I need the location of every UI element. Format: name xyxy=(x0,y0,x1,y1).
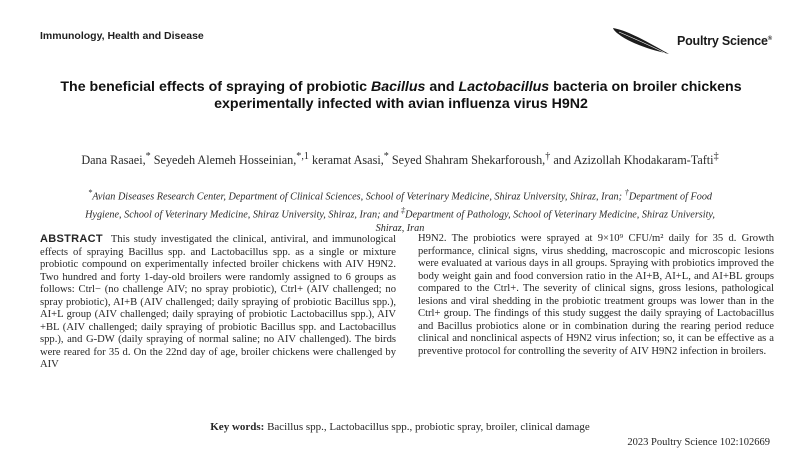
journal-name: Poultry Science® xyxy=(676,34,772,48)
author-name: keramat Asasi, xyxy=(312,153,384,168)
abstract-label: ABSTRACT xyxy=(40,233,103,245)
author-list: Dana Rasaei,* Seyedeh Alemeh Hosseinian,$^{*,1}$ keramat Asasi,* Seyed Shahram Shekarforoush,† and Azizollah Khodakaram-Tafti‡ xyxy=(81,151,719,168)
author-name: Seyedeh Alemeh Hosseinian, xyxy=(153,153,297,168)
abstract-right-column xyxy=(418,233,774,358)
keywords-label: Key words: xyxy=(210,421,265,433)
feather-icon xyxy=(611,24,673,58)
affiliations: *Avian Diseases Research Center, Department of Clinical Sciences, School of Veterinary Medicine, Shiraz University, Shiraz, Iran; †Department of Food Hygiene, School of Veterinary Medicine, Shiraz University, Shiraz, Iran; and ‡Department of Pathology, School of Veterinary Medicine, Shiraz University, Shiraz, Iran xyxy=(85,187,715,234)
keywords xyxy=(40,421,760,433)
abstract-text-left: This study investigated the clinical, antiviral, and immunological effects of spraying Bacillus spp. and Lactobacillus spp. as a single or mixture probiotic compound on experimentally infected broiler chickens with AIV H9N2. Two hundred and forty 1-day-old broilers were randomly assigned to 6 groups as follows: Ctrl− (no challenge AIV; no spray probiotic), Ctrl+ (AIV challenged; no spray probiotic), AI+B (AIV challenged; daily spraying of probiotic Bacillus spp.), AI+L group (AIV challenged; daily spraying of probiotic Lactobacillus spp.), AIV +BL (AIV challenged; daily spraying of probiotic Bacillus spp. and Lactobacillus spp.), and G-DW (daily spraying of normal saline; no AIV challenged). The birds were reared for 35 d. On the 22nd day of age, broiler chickens were challenged by AIV xyxy=(40,234,397,371)
abstract-left-column xyxy=(40,233,396,372)
author-name: Seyed Shahram Shekarforoush, xyxy=(391,153,546,168)
author-name: and Azizollah Khodakaram-Tafti xyxy=(553,153,714,168)
abstract-text-right: H9N2. The probiotics were sprayed at 9×10⁹ CFU/m² daily for 35 d. Growth performance, clinical signs, virus shedding, macroscopic and microscopic lesions were evaluated at various days in all groups. Spraying with probiotics improved the body weight gain and food conversion ratio in the AI+B, AI+L, and AI+BL groups compared to the Ctrl+. The severity of clinical signs, gross lesions, pathological lesions and viral shedding in the probiotic treatment groups was lower than in the Ctrl+ group. The findings of this study suggest the daily spraying of Lactobacillus and Bacillus probiotics alone or in combination during the rearing period reduce clinical and nonclinical aspects of H9N2 virus infection; so, it can be effective as a preventive protocol for controlling the severity of AIV H9N2 infection in broilers. xyxy=(418,233,774,357)
journal-section-label: Immunology, Health and Disease xyxy=(40,30,204,42)
journal-logo xyxy=(611,24,772,58)
keywords-text: Bacillus spp., Lactobacillus spp., probiotic spray, broiler, clinical damage xyxy=(267,421,590,433)
article-title: The beneficial effects of spraying of probiotic Bacillus and Lactobacillus bacteria on broiler chickens experimentally infected with avian influenza virus H9N2 xyxy=(60,79,742,112)
author-name: Dana Rasaei, xyxy=(81,153,146,168)
citation: 2023 Poultry Science 102:102669 xyxy=(627,437,770,448)
